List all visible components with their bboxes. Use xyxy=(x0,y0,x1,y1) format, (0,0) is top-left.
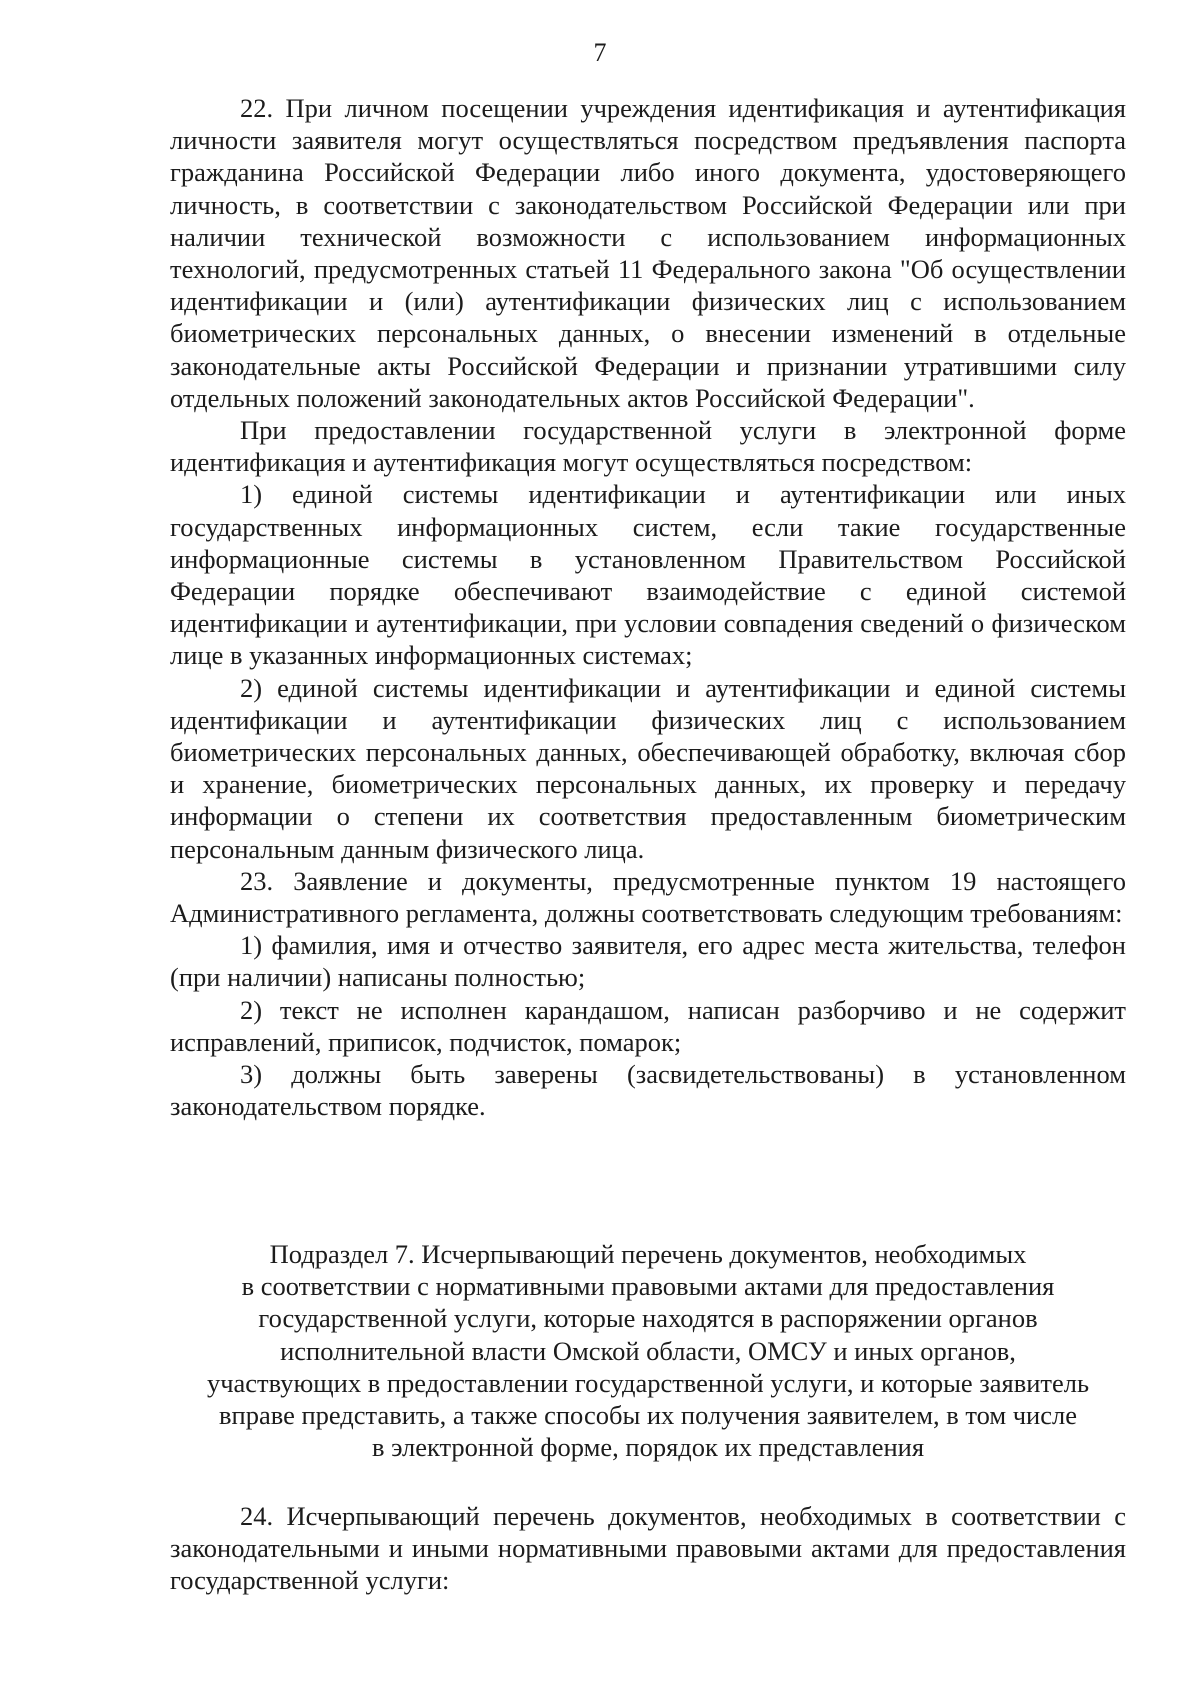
paragraph-electronic-identification: При предоставлении государственной услуги в электронной форме идентификация и аутентификация могут осуществляться посредством: xyxy=(170,415,1126,478)
list-item-1-esia: 1) единой системы идентификации и аутентификации или иных государственных информационных систем, если такие государственные информационные системы в установленном Правительством Российской Федерации порядке обеспечивают взаимодействие с единой системой идентификации и аутентификации, при условии совпадения сведений о физическом лице в указанных информационных системах; xyxy=(170,479,1126,671)
paragraph-23: 23. Заявление и документы, предусмотренные пунктом 19 настоящего Административного регламента, должны соответствовать следующим требованиям: xyxy=(170,865,1126,929)
page-number: 7 xyxy=(593,38,607,67)
heading-line: государственной услуги, которые находятся в распоряжении органов xyxy=(258,1303,1038,1334)
requirement-item-3: 3) должны быть заверены (засвидетельствованы) в установленном законодательством порядке. xyxy=(170,1059,1126,1122)
heading-line: Подраздел 7. Исчерпывающий перечень документов, необходимых xyxy=(269,1239,1027,1269)
paragraph-22: 22. При личном посещении учреждения идентификация и аутентификация личности заявителя могут осуществляться посредством предъявления паспорта гражданина Российской Федерации либо иного документа, удостоверяющего личность, в соответствии с законодательством Российской Федерации или при наличии технической возможности с использованием информационных технологий, предусмотренных статьей 11 Федерального закона "Об осуществлении идентификации и (или) аутентификации физических лиц с использованием биометрических персональных данных, о внесении изменений в отдельные законодательные акты Российской Федерации и признании утратившими силу отдельных положений законодательных актов Российской Федерации". xyxy=(170,93,1126,413)
list-item-2-biometric: 2) единой системы идентификации и аутентификации и единой системы идентификации и аутентификации физических лиц с использованием биометрических персональных данных, обеспечивающей обработку, включая сбор и хранение, биометрических персональных данных, их проверку и передачу информации о степени их соответствия предоставленным биометрическим персональным данным физического лица. xyxy=(170,672,1126,864)
heading-line: вправе представить, а также способы их получения заявителем, в том числе xyxy=(219,1400,1077,1431)
document-body-continued xyxy=(170,1500,1126,1597)
paragraph-24: 24. Исчерпывающий перечень документов, необходимых в соответствии с законодательными и иными нормативными правовыми актами для предоставления государственной услуги: xyxy=(170,1501,1126,1596)
heading-line: в соответствии с нормативными правовыми актами для предоставления xyxy=(241,1271,1055,1302)
document-body xyxy=(170,92,1126,1123)
heading-line: участвующих в предоставлении государственной услуги, и которые заявитель xyxy=(206,1367,1090,1398)
subsection-7-heading xyxy=(150,1238,1146,1463)
heading-line: в электронной форме, порядок их представления xyxy=(371,1432,925,1463)
requirement-item-1: 1) фамилия, имя и отчество заявителя, его адрес места жительства, телефон (при наличии) написаны полностью; xyxy=(170,930,1126,993)
heading-line: исполнительной власти Омской области, ОМСУ и иных органов, xyxy=(280,1335,1016,1366)
requirement-item-2: 2) текст не исполнен карандашом, написан разборчиво и не содержит исправлений, приписок, подчисток, помарок; xyxy=(170,994,1126,1057)
